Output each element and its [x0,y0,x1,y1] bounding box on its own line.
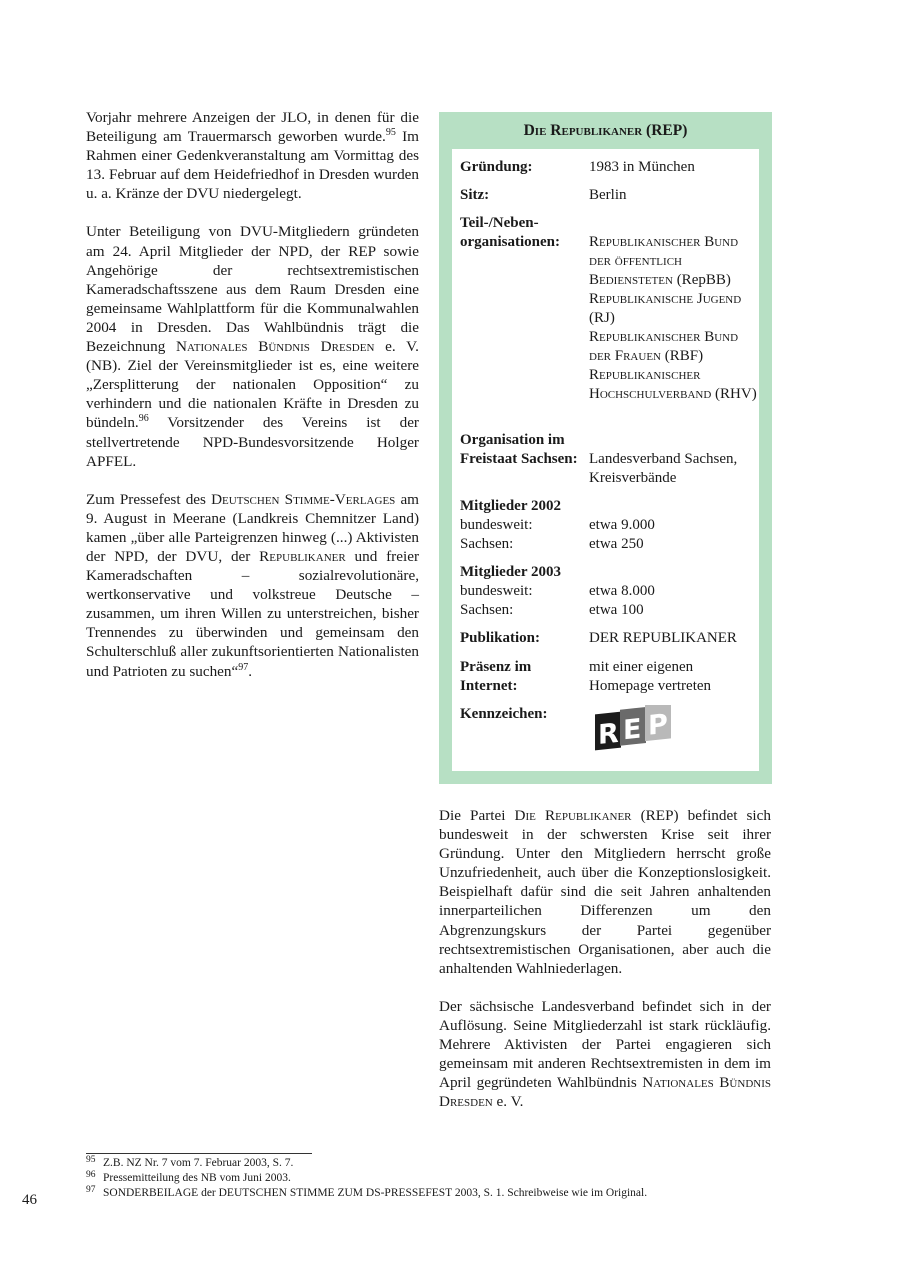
rep-logo [589,705,679,757]
info-box [439,112,772,784]
paragraph: Unter Beteiligung von DVU-Mitgliedern gründeten am 24. April Mitglieder der NPD, der REP sowie Angehörige der rechtsextremistischen Kameradschaftsszene aus dem Raum Dresden eine gemeinsame Wahlplattform für die Kommunalwahlen 2004 in Dresden. Das Wahlbündnis trägt die Bezeichnung Nationales Bündnis Dresden e. V. (NB). Ziel der Vereinsmitglieder ist es, eine weitere „Zersplitterung der nationalen Opposition“ zu verhindern und die nationalen Kräfte in Dresden zu bündeln.$^{96}$ Vorsitzender des Vereins ist der stellvertretende NPD-Bundesvorsitzende Holger APFEL. [86,223,419,470]
paragraph: Der sächsische Landesverband befindet sich in der Auflösung. Seine Mitgliederzahl ist stark rückläufig. Mehrere Aktivisten der Partei engagieren sich gemeinsam mit anderen Rechtsextremisten in dem im April gegründeten Wahlbündnis Nationales Bündnis Dresden e. V. [439,997,771,1111]
suborg-item: Republikanischer Hochschulverband (RHV) [589,367,757,402]
paragraph: Vorjahr mehrere Anzeigen der JLO, in denen für die Beteiligung am Trauermarsch geworben wurde.$^{95}$ Im Rahmen einer Gedenkveranstaltung am Vormittag des 13. Februar auf dem Heidefriedhof in Dresden wurden u. a. Kränze der DVU niedergelegt. [86,109,419,203]
suborg-item: Republikanischer Bund der Frauen (RBF) [589,329,739,364]
svg-text:E: E [623,713,642,747]
svg-text:P: P [648,708,668,742]
suborg-item: Republikanischer Bund der öffentlich Bediensteten (RepBB) [589,234,739,288]
info-box-title: Die Republikaner (REP) [523,122,688,139]
footnote-ref[interactable]: 96 [138,413,149,425]
svg-text:R: R [598,717,619,752]
footnotes [86,1153,786,1201]
paragraph: Die Partei Die Republikaner (REP) befindet sich bundesweit in der schwersten Krise seit ihrer Gründung. Unter den Mitgliedern herrscht große Unzufriedenheit, auch über die Konzeptionslosigkeit. Beispielhaft dafür sind die seit Jahren anhaltenden innerparteilichen Differenzen um den Abgrenzungskurs der Partei gegenüber rechtsextremistischen Organisationen, aber auch die anhaltenden Wahlniederlagen. [439,807,771,977]
suborg-item: Republikanische Jugend (RJ) [589,291,742,326]
paragraph: Zum Pressefest des Deutschen Stimme-Verlages am 9. August in Meerane (Landkreis Chemnitzer Land) kamen „über alle Parteigrenzen hinweg (...) Aktivisten der NPD, der DVU, der Republikaner und freier Kameradschaften – sozialrevolutionäre, wertkonservative und volkstreue Deutsche – zusammen, um ihren Willen zu unterstreichen, bisher Trennendes zu überwinden und gemeinsam den Schulterschluß aller zukunftsorientierten Nationalisten und Patrioten zu suchen“$^{97}$. [86,490,420,680]
footnote: 97 SONDERBEILAGE der DEUTSCHEN STIMME ZUM DS-PRESSEFEST 2003, S. 1. Schreibweise wie im Original. [86,1185,648,1199]
footnote: 96 Pressemitteilung des NB vom Juni 2003. [86,1170,291,1184]
footnote-ref[interactable]: 97 [238,661,249,673]
right-column [439,806,771,1130]
page-number: 46 [22,1192,37,1208]
left-column [86,108,419,700]
footnote: 95 Z.B. NZ Nr. 7 vom 7. Februar 2003, S. 7. [86,1155,294,1169]
info-box-body: Gründung: 1983 in München Sitz: Berlin Teil-/Neben- organisationen: Republikanischer Bund der öffentlich Bediensteten (RepBB) Republikanische Jugend (RJ) Republikanischer Bund der Frauen (RBF) Republikanischer Hochschulverband (RHV) Organisation im Freistaat Sachsen: Landesverband Sachsen, Kreisverbände Mitglieder 2002 bundesweit: etwa 9.000 Sachsen: etwa 250 Mitglieder 2003 bundesweit: etwa 8.000 Sachsen: etwa 100 Publikation: DER REPUBLIKANER Präsenz im Internet: mit einer eigenen Homepage vertreten Kennzeichen: R E P [452,149,759,771]
footnote-ref[interactable]: 95 [385,127,396,139]
footnote-divider [86,1153,312,1154]
suborgs-list [589,233,759,404]
